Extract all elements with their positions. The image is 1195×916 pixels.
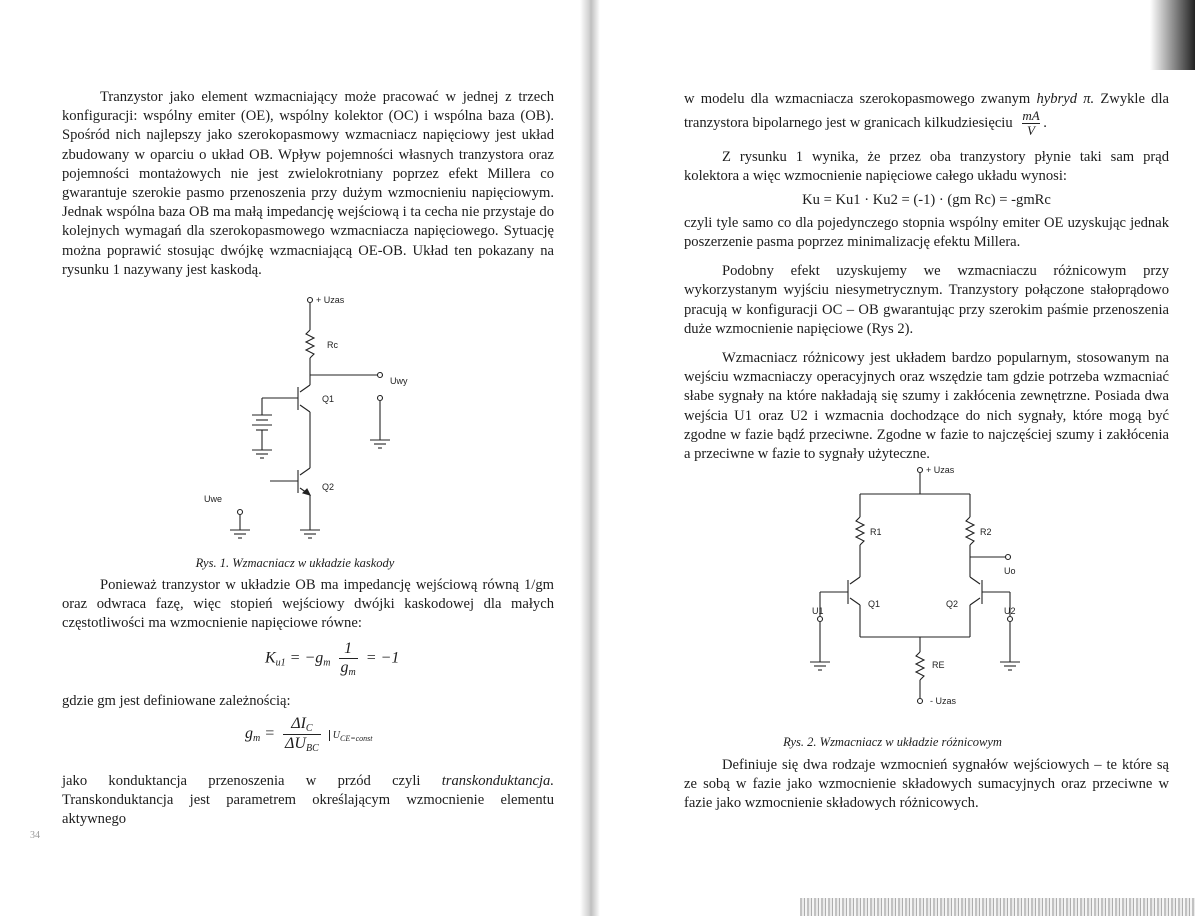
figure-1-caption: Rys. 1. Wzmacniacz w układzie kaskody [195,556,395,570]
figure-2-differential-circuit [800,462,1060,732]
right-text-block-1 [684,90,1169,464]
unit-num: mA [1022,108,1040,124]
label-u2: U2 [1004,606,1016,616]
right-page [590,0,1195,916]
label-r1: R1 [870,527,882,537]
f1-rhs: = −1 [365,649,400,667]
right-paragraph-4: Podobny efekt uzyskujemy we wzmacniaczu różnicowym przy wykorzystanym wyjściu niesymetrycznym. Tranzystory połączone stałoprądowo pracują w konfiguracji OC – OB gwarantując przy szerokim paśmie przenoszenia duże wzmocnienie napięciowe (Rys 2). [684,263,1169,337]
label-uzas: + Uzas [316,295,345,305]
scan-edge-top-right [1150,0,1195,70]
f2-num-sub: C [305,723,313,734]
f2-lhs-sub: m [253,733,261,745]
rp1-end: Zwykle dla tranzystora bipolarnego jest w granicach kilkudziesięciu [684,91,1169,132]
label-q1: Q1 [322,394,335,404]
label-uwy: Uwy [390,376,408,386]
left-text-block-3 [62,692,554,711]
right-paragraph-5: Wzmacniacz różnicowy jest układem bardzo popularnym, stosowanym na wejściu wzmacniaczy operacyjnych oraz wszędzie tam gdzie potrzeba wzmacniać słabe sygnały na które nakładają się szumy i zakłócenia zewnętrzne. Posiada dwa wejścia U1 oraz U2 i wzmacnia dochodzące do nich sygnały, które mogą być zgodne w fazie bądź przeciwne. Zgodne w fazie to najczęściej szumy i zakłócenia a przeciwne w fazie to sygnały użyteczne. [684,350,1169,463]
page-number: 34 [30,830,40,841]
left-paragraph-3: gdzie gm jest definiowane zależnością: [62,693,291,709]
left-page [0,0,590,916]
label-uo: Uo [1004,566,1016,576]
left-paragraph-1: Tranzystor jako element wzmacniający może pracować w jednej z trzech konfiguracji: wspólny emiter (OE), wspólny kolektor (OC) i wspólna baza (OB). Spośród nich najlepszy jako szerokopasmowy wzmacniacz napięciowy jest układ zbudowany w oparciu o układ OB. Wpływ pojemności własnych tranzystora oraz pojemności montażowych nie jest zwielokrotniany poprzez efekt Millera co gwarantuje szerokie pasmo przenoszenia przy dużym wzmocnieniu napięciowym. Jednak wspólna baza OB ma małą impedancję wejściową i ta cecha nie przystaje do kolejnych wymagań dla szerokopasmowego wzmacniacza napięciowego. Sytuację można poprawić stosując dwójkę wzmacniającą OE-OB. Układ ten pokazany na rysunku 1 nazywany jest kaskodą. [62,89,554,278]
scan-edge-bottom [800,898,1195,916]
f1-num: 1 [339,640,358,659]
right-paragraph-1: w modelu dla wzmacniacza szerokopasmowego zwanym hybryd π. Zwykle dla tranzystora bipolarnego jest w granicach kilkudziesięciu $\frac{mA}{V}$ . [684,91,1169,139]
f2-num: ΔI [291,715,306,732]
label-r2: R2 [980,527,992,537]
label-rc: Rc [327,340,338,350]
formula-gm: $g_m$ = $\frac{\Delta I_C}{\Delta U_{BC}}$ $U_{CE=const}$ [245,715,373,754]
f2-lhs: g [245,725,253,743]
rp1-italic: hybryd π. [1036,91,1095,107]
unit-den: V [1027,123,1035,139]
formula-ku: Ku = Ku1 · Ku2 = (-1) · (gm Rc) = -gmRc [802,191,1051,208]
f2-cond-sub: CE=const [340,734,373,744]
figure-1-cascode-circuit [190,290,430,550]
label-u1: U1 [812,606,824,616]
f1-den-sub: m [348,667,356,678]
right-text-block-2 [684,756,1169,814]
p4-start: jako konduktancja przenoszenia w przód czyli [62,773,442,789]
f1-lhs-sub: u1 [275,657,286,669]
label-uzas-neg: - Uzas [930,696,957,706]
left-text-block-4 [62,772,554,830]
left-text-block-2 [62,576,554,634]
left-paragraph-2: Ponieważ tranzystor w układzie OB ma impedancję wejściową równą 1/gm oraz odwraca fazę, więc stopień wejściowy dwójki kaskodowej dla małych częstotliwości ma wzmocnienie napięciowe równe: [62,577,554,632]
right-paragraph-2: Z rysunku 1 wynika, że przez oba tranzystory płynie taki sam prąd kolektora a więc wzmocnienie napięciowe całego układu wynosi: [684,149,1169,185]
f1-eq1: = −g [289,649,324,667]
figure-2-caption: Rys. 2. Wzmacniacz w układzie różnicowym [783,735,1002,749]
right-paragraph-3: czyli tyle samo co dla pojedynczego stopnia wspólny emiter OE uzyskując jednak poszerzenie pasma poprzez minimalizację efektu Millera. [684,214,1169,251]
f1-den: g [340,659,349,676]
label-uzas-pos: + Uzas [926,465,955,475]
left-paragraph-4 [62,772,554,830]
right-paragraph-6: Definiuje się dwa rodzaje wzmocnień sygnałów wejściowych – te które są ze sobą w fazie jako wzmocnienie składowych sumacyjnych oraz przeciwne w fazie jako wzmocnienie składowych różnicowych. [684,757,1169,812]
f1-lhs: K [265,649,276,667]
label-re: RE [932,660,945,670]
f2-cond: U [332,730,340,742]
f2-den: ΔU [285,735,306,752]
p4-end: Transkonduktancja jest parametrem określającym wzmocnienie elementu aktywnego [62,792,554,828]
formula-ku1 [265,640,399,678]
p4-italic: transkonduktancja. [441,773,554,789]
label-q2-diff: Q2 [946,599,959,609]
f1-g-sub: m [323,657,331,669]
f2-den-sub: BC [305,743,319,754]
label-q1-diff: Q1 [868,599,881,609]
rp1-start: w modelu dla wzmacniacza szerokopasmowego zwanym [684,91,1037,107]
label-q2: Q2 [322,482,335,492]
label-uwe: Uwe [204,494,223,504]
left-text-block-1 [62,88,554,280]
